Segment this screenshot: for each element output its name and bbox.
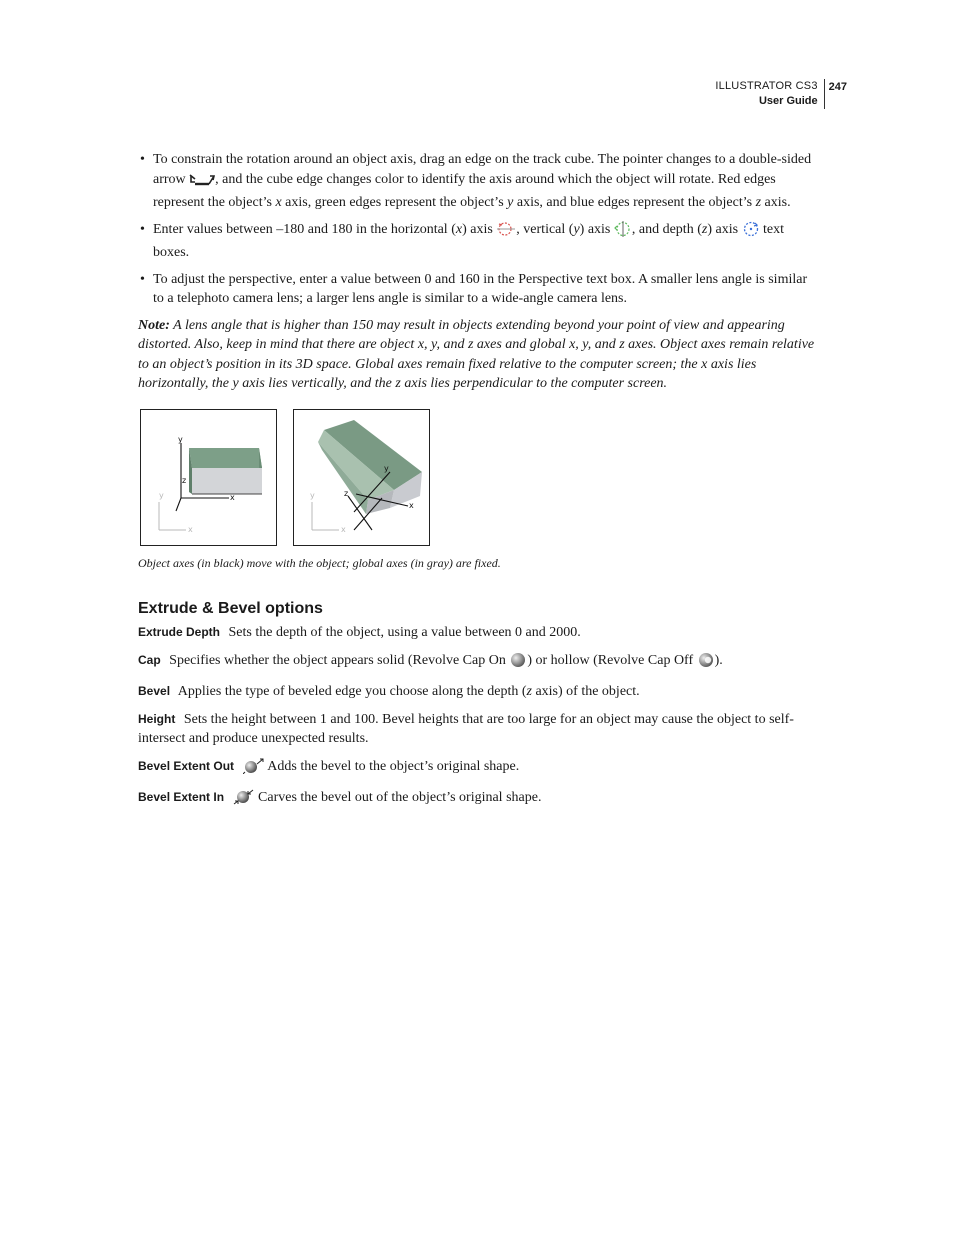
vertical-axis-rotate-icon <box>614 221 632 244</box>
option-height <box>138 710 818 749</box>
option-term: Bevel Extent Out <box>138 758 235 773</box>
depth-axis-rotate-icon <box>742 221 760 244</box>
page-header <box>715 79 847 109</box>
option-term: Cap <box>138 652 161 667</box>
bullet-constrain-rotation <box>138 150 818 213</box>
figure-caption: Object axes (in black) move with the object; global axes (in gray) are fixed. <box>138 555 501 570</box>
note-label: Note: <box>138 317 170 333</box>
bullet-text: , and depth ( <box>631 221 702 237</box>
bevel-extent-out-icon <box>243 758 265 781</box>
global-x-label: x <box>341 524 346 534</box>
axis-z: z <box>755 195 762 210</box>
bullet-text: , and the cube edge changes color to identify the axis around which the object will rotate. Red edges represent the object’s <box>153 171 776 210</box>
bullet-list <box>138 150 818 309</box>
double-sided-arrow-icon <box>189 173 215 194</box>
option-term: Extrude Depth <box>138 625 221 639</box>
global-x-label: x <box>188 524 193 534</box>
header-titles <box>715 79 824 109</box>
bullet-text: text boxes. <box>153 221 785 260</box>
guide-name: User Guide <box>758 95 818 107</box>
option-text: ). <box>714 652 723 668</box>
object-y-label: y <box>384 463 389 473</box>
axis-z: z <box>526 684 532 699</box>
option-text: Sets the height between 1 and 100. Bevel heights that are too large for an object may cause the object to self-intersect and produce unexpected results. <box>138 711 794 746</box>
axis-x: x <box>275 195 282 210</box>
bullet-perspective <box>138 270 818 309</box>
axis-y: y <box>507 195 514 210</box>
option-text: Carves the bevel out of the object’s original shape. <box>258 790 542 805</box>
option-extrude-depth <box>138 623 818 643</box>
bullet-text: ) axis <box>707 221 739 237</box>
note-paragraph <box>138 316 818 394</box>
object-x-label: x <box>230 492 235 502</box>
bullet-text: axis, and blue edges represent the object’s <box>516 195 753 210</box>
bullet-enter-values <box>138 220 818 263</box>
option-cap <box>138 651 818 675</box>
global-axes <box>159 502 186 530</box>
option-text: Specifies whether the object appears solid (Revolve Cap On <box>169 652 506 668</box>
object-z-label: z <box>182 475 187 485</box>
option-bevel-extent-in <box>138 788 818 812</box>
green-book <box>318 420 422 514</box>
revolve-cap-off-icon <box>697 652 715 675</box>
bullet-text: To adjust the perspective, enter a value between 0 and 160 in the Perspective text box. A smaller lens angle is similar to a telephoto camera lens; a larger lens angle is similar to a wide-angle camera lens. <box>153 271 808 306</box>
bullet-text: To constrain the rotation around an object axis, drag an edge on the track cube. The pointer changes to a double-sided arrow <box>153 152 812 187</box>
figure-row <box>138 409 818 547</box>
axis-x: x <box>455 221 463 237</box>
option-text: Applies the type of beveled edge you choose along the depth ( <box>177 684 527 699</box>
option-text: Adds the bevel to the object’s original shape. <box>267 758 520 774</box>
axis-y: y <box>573 221 580 237</box>
global-y-label: y <box>159 490 164 500</box>
bullet-text: axis, green edges represent the object’s <box>285 195 504 210</box>
revolve-cap-on-icon <box>509 652 527 675</box>
option-term: Bevel Extent In <box>138 790 225 804</box>
note-text: A lens angle that is higher than 150 may result in objects extending beyond your point of view and appearing distorted. Also, keep in mind that there are object x, y, and z axes and global x, y, and z axes. Object axes remain relative to an object’s position in its 3D space. Global axes remain fixed relative to the computer screen; the x axis lies horizontally, the y axis lies vertically, and the z axis lies perpendicular to the computer screen. <box>138 317 815 391</box>
axis-z: z <box>701 221 708 237</box>
bullet-text: axis. <box>764 195 791 210</box>
bullet-text: ) axis <box>579 221 611 237</box>
horizontal-axis-rotate-icon <box>496 221 516 244</box>
option-term: Bevel <box>138 684 171 698</box>
option-text: Sets the depth of the object, using a value between 0 and 2000. <box>228 625 581 640</box>
option-bevel-extent-out <box>138 757 818 781</box>
figure-object-axes-front <box>140 409 277 546</box>
bullet-text: Enter values between –180 and 180 in the horizontal ( <box>153 221 456 237</box>
product-name: ILLUSTRATOR CS3 <box>715 80 818 92</box>
global-axes <box>312 502 339 530</box>
option-text: axis) of the object. <box>535 684 640 699</box>
object-x-label: x <box>409 500 414 510</box>
object-y-label: y <box>178 434 183 444</box>
page-content <box>138 150 818 820</box>
page-number: 247 <box>828 81 847 93</box>
green-box <box>189 448 262 494</box>
option-term: Height <box>138 711 176 726</box>
object-z-label: z <box>344 488 349 498</box>
bullet-text: , vertical ( <box>516 221 574 237</box>
option-text: ) or hollow (Revolve Cap Off <box>527 652 694 668</box>
section-title: Extrude & Bevel options <box>138 600 323 617</box>
option-bevel <box>138 682 818 702</box>
bullet-text: ) axis <box>462 221 493 237</box>
figure-object-axes-rotated <box>293 409 430 546</box>
bevel-extent-in-icon <box>233 789 255 812</box>
global-y-label: y <box>310 490 315 500</box>
